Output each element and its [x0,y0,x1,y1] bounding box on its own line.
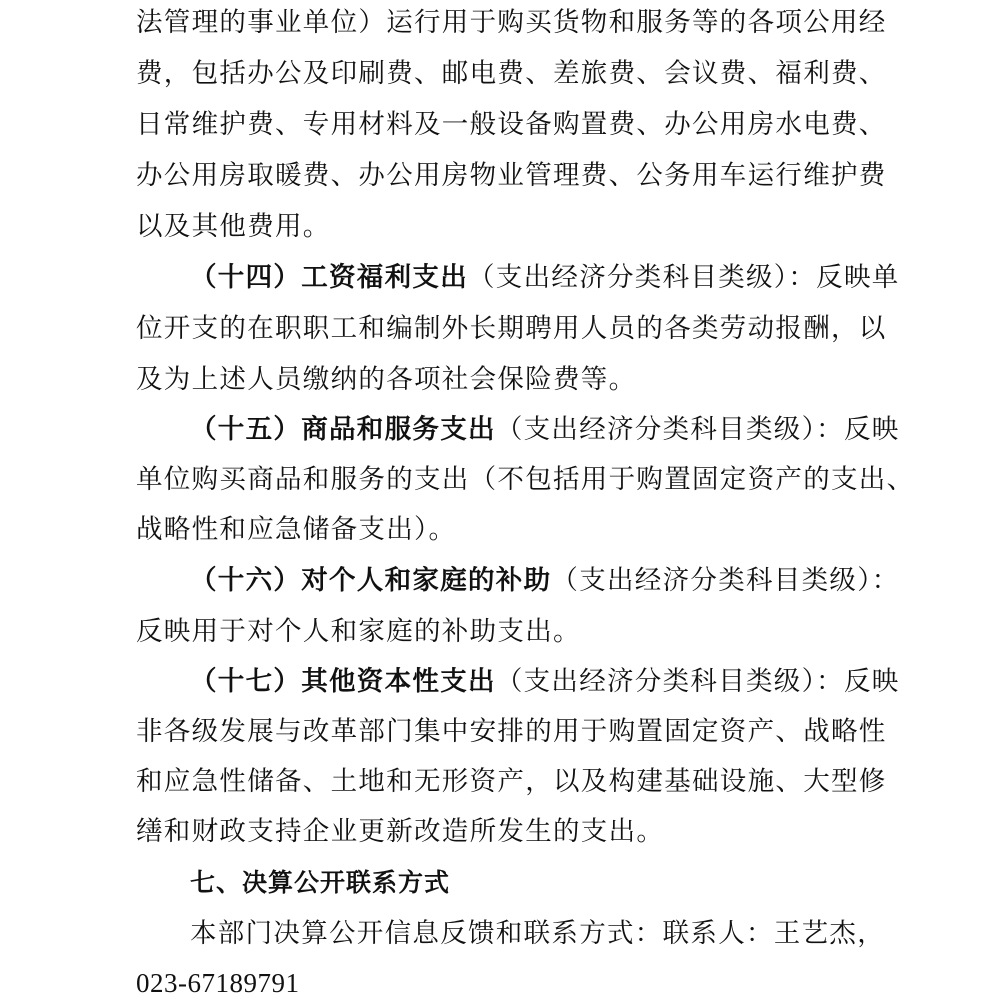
para17-line-4: 缮和财政支持企业更新改造所发生的支出。 [136,816,665,847]
para15-line-2: 单位购买商品和服务的支出（不包括用于购置固定资产的支出、 [136,464,915,495]
para16-line-1 [190,564,900,598]
para17-line-2: 非各级发展与改革部门集中安排的用于购置固定资产、战略性 [136,716,887,747]
para13-line-1: 法管理的事业单位）运行用于购买货物和服务等的各项公用经 [136,7,887,38]
section7-heading: 七、决算公开联系方式 [190,868,451,897]
para17-line-3: 和应急性储备、土地和无形资产，以及构建基础设施、大型修 [136,766,887,797]
para14-line-3: 及为上述人员缴纳的各项社会保险费等。 [136,364,637,395]
para15-label: （十五）商品和服务支出 [190,414,496,445]
para15-line-1 [190,413,900,447]
para13-line-4: 办公用房取暖费、办公用房物业管理费、公务用车运行维护费 [136,160,887,191]
para13-line-5: 以及其他费用。 [136,211,331,242]
section7-line-1: 本部门决算公开信息反馈和联系方式：联系人：王艺杰， [190,918,885,949]
para16-line-1-rest: （支出经济分类科目类级）： [551,565,900,596]
para15-line-1-rest: （支出经济分类科目类级）：反映 [495,414,900,445]
para14-line-1 [190,261,900,295]
para14-line-1-rest: （支出经济分类科目类级）：反映单 [468,262,900,293]
para15-line-3: 战略性和应急储备支出）。 [136,514,457,545]
para13-line-3: 日常维护费、专用材料及一般设备购置费、办公用房水电费、 [136,109,887,140]
para16-line-2: 反映用于对个人和家庭的补助支出。 [136,616,581,647]
para13-line-2: 费，包括办公及印刷费、邮电费、差旅费、会议费、福利费、 [136,58,887,89]
para14-label: （十四）工资福利支出 [190,262,468,293]
para17-line-1 [190,665,900,699]
para16-label: （十六）对个人和家庭的补助 [190,565,552,596]
para14-line-2: 位开支的在职职工和编制外长期聘用人员的各类劳动报酬，以 [136,313,887,344]
contact-phone: 023-67189791 [136,968,300,998]
para17-label: （十七）其他资本性支出 [190,666,496,697]
para17-line-1-rest: （支出经济分类科目类级）：反映 [495,666,900,697]
